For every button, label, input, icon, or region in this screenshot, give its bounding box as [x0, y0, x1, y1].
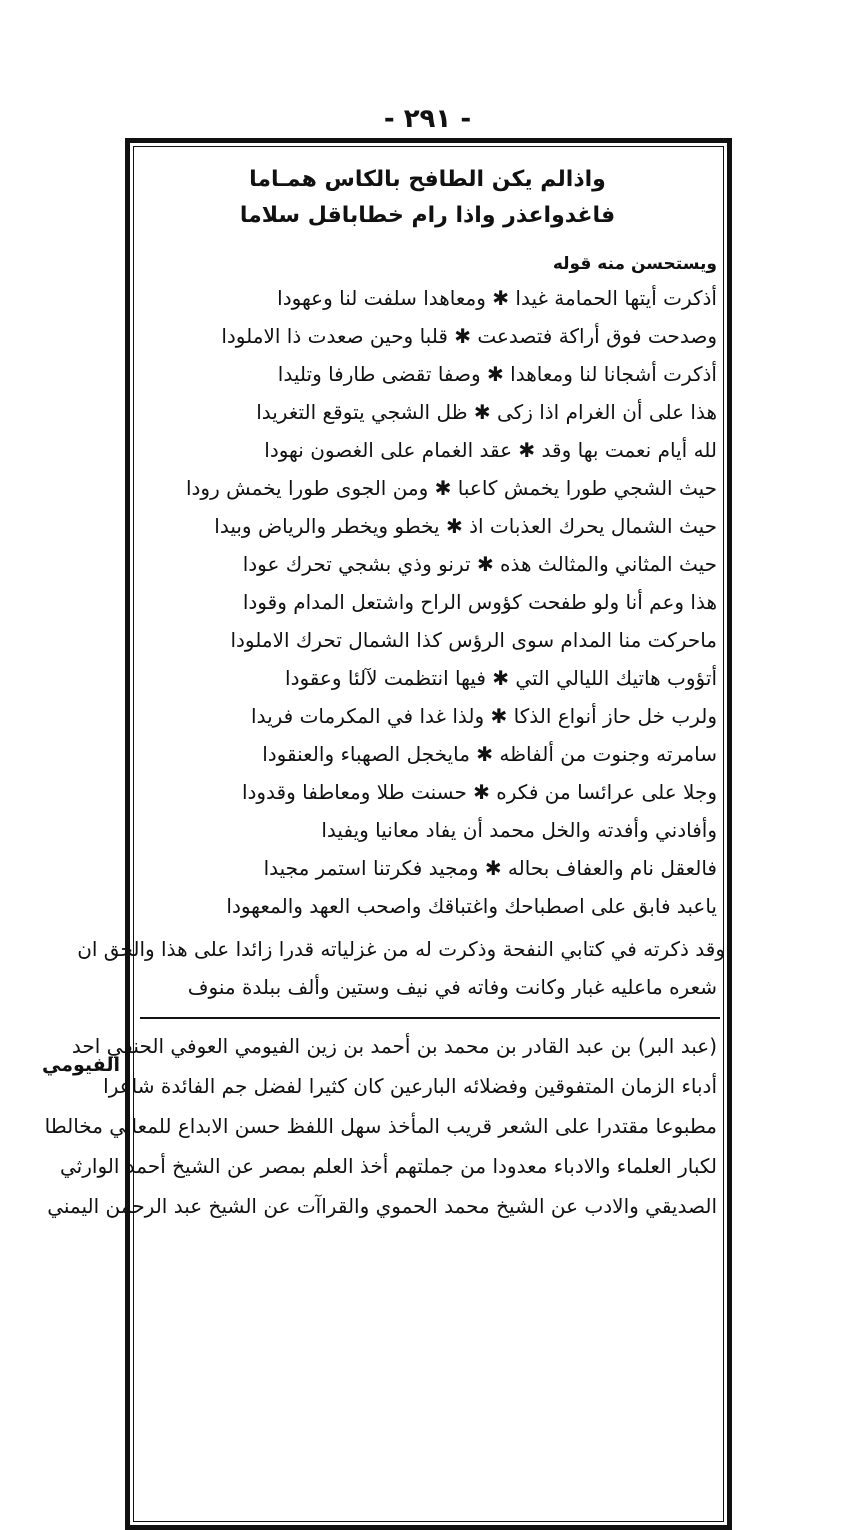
- poem-line: ولرب خل حاز أنواع الذكا ✱ ولذا غدا في المكرمات فريدا: [251, 704, 717, 728]
- biography-line: لكبار العلماء والادباء معدودا من جملتهم أخذ العلم بمصر عن الشيخ أحمد الوارثي: [60, 1154, 717, 1178]
- poem-line: ماحركت منا المدام سوى الرؤس كذا الشمال تحرك الاملودا: [230, 628, 717, 652]
- section-separator: [140, 1017, 720, 1019]
- opening-verse: واذالم يكن الطافح بالكاس همـاما: [249, 167, 606, 192]
- poem-line: حيث المثاني والمثالث هذه ✱ ترنو وذي بشجي تحرك عودا: [242, 552, 717, 576]
- poem-line: حيث الشجي طورا يخمش كاعبا ✱ ومن الجوى طورا يخمش رودا: [185, 476, 717, 500]
- biography-line: أدباء الزمان المتفوقين وفضلائه البارعين كان كثيرا لفضل جم الفائدة شاعرا: [103, 1074, 717, 1098]
- poem-line: أذكرت أيتها الحمامة غيدا ✱ ومعاهدا سلفت لنا وعهودا: [277, 286, 717, 310]
- biography-line: الصديقي والادب عن الشيخ محمد الحموي والقراآت عن الشيخ عبد الرحمن اليمني: [47, 1194, 717, 1218]
- prose-line: شعره ماعليه غبار وكانت وفاته في نيف وستين وألف ببلدة منوف: [187, 975, 717, 999]
- poem-line: وأفادني وأفدته والخل محمد أن يفاد معانيا ويفيدا: [321, 818, 717, 842]
- poem-line: سامرته وجنوت من ألفاظه ✱ مايخجل الصهباء والعنقودا: [262, 742, 717, 766]
- prose-line: وقد ذكرته في كتابي النفحة وذكرت له من غزلياته قدرا زائدا على هذا والحق ان: [77, 937, 725, 961]
- poem-line: وجلا على عرائسا من فكره ✱ حسنت طلا ومعاطفا وقدودا: [241, 780, 717, 804]
- poem-line: ياعبد فابق على اصطباحك واغتباقك واصحب العهد والمعهودا: [226, 894, 717, 918]
- poem-line: أذكرت أشجانا لنا ومعاهدا ✱ وصفا تقضى طارفا وتليدا: [277, 362, 717, 386]
- poem-line: وصدحت فوق أراكة فتصدعت ✱ قلبا وحين صعدت ذا الاملودا: [221, 324, 717, 348]
- biography-line: (عبد البر) بن عبد القادر بن محمد بن أحمد بن زين الفيومي العوفي الحنفي احد: [71, 1034, 717, 1058]
- poem-line: فالعقل نام والعفاف بحاله ✱ ومجيد فكرتنا استمر مجيدا: [263, 856, 717, 880]
- poem-line: حيث الشمال يحرك العذبات اذ ✱ يخطو ويخطر والرياض وبيدا: [214, 514, 717, 538]
- intro-line: ويستحسن منه قوله: [552, 254, 717, 274]
- poem-line: هذا على أن الغرام اذا زكى ✱ ظل الشجي يتوقع التغريدا: [256, 400, 717, 424]
- poem-line: أتؤوب هاتيك الليالي التي ✱ فيها انتظمت لآلئا وعقودا: [285, 666, 717, 690]
- page-number: - ٢٩١ -: [383, 104, 472, 134]
- biography-line: مطبوعا مقتدرا على الشعر قريب المأخذ سهل اللفظ حسن الابداع للمعاني مخالطا: [44, 1114, 717, 1138]
- poem-line: هذا وعم أنا ولو طفحت كؤوس الراح واشتعل المدام وقودا: [242, 590, 717, 614]
- opening-verse: فاغدواعذر واذا رام خطاباقل سلاما: [239, 203, 616, 228]
- margin-note: الفيومي: [42, 1054, 120, 1076]
- poem-line: لله أيام نعمت بها وقد ✱ عقد الغمام على الغصون نهودا: [264, 438, 717, 462]
